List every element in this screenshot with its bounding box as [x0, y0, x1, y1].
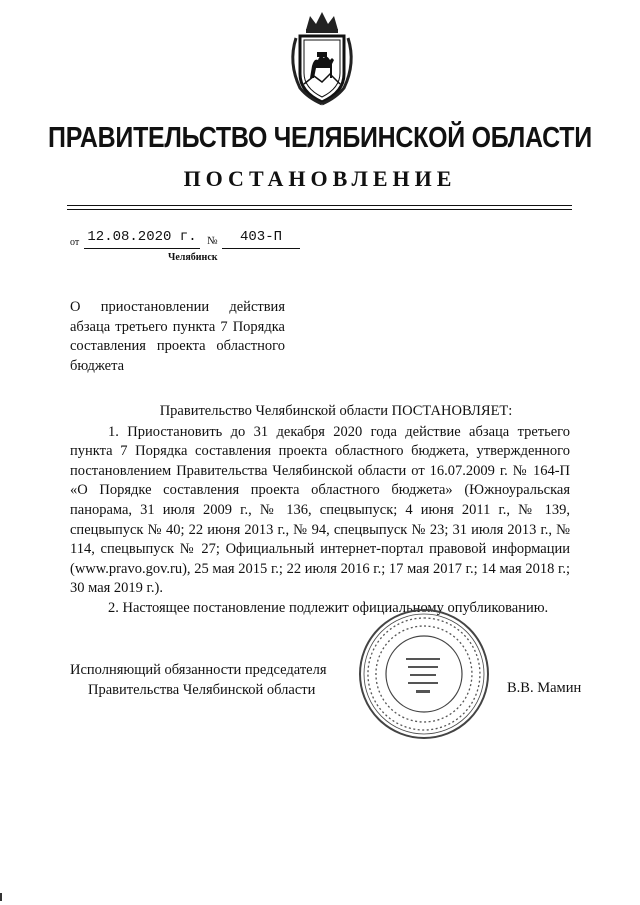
number-label: № [207, 235, 218, 247]
document-type: ПОСТАНОВЛЕНИЕ [183, 166, 457, 191]
document-number: 403-П [222, 229, 300, 249]
document-body [70, 402, 570, 619]
paragraph-1: 1. Приостановить до 31 декабря 2020 года действие абзаца третьего пункта 7 Порядка составления проекта областного бюджета, утвержденного постановлением Правительства Челябинской области от 16.07.2009 г. № 164-П «О Порядке составления проекта областного бюджета» (Южноуральская панорама, 31 июля 2009 г., № 136, спецвыпуск; 4 июня 2011 г., № 139, спецвыпуск № 40; 22 июня 2013 г., № 94, спецвыпуск № 23; 31 июля 2013 г., № 114, спецвыпуск № 27; Официальный интернет-портал правовой информации (www.pravo.gov.ru), 25 мая 2015 г.; 22 июля 2016 г.; 17 мая 2017 г.; 14 мая 2018 г.; 30 мая 2019 г.). [70, 423, 570, 597]
paragraph-2: 2. Настоящее постановление подлежит официальному опубликованию. [108, 599, 549, 616]
official-stamp [354, 604, 494, 744]
government-title: ПРАВИТЕЛЬСТВО ЧЕЛЯБИНСКОЙ ОБЛАСТИ [48, 122, 592, 154]
date-prefix-label: от [70, 237, 80, 248]
signer-position-line2: Правительства Челябинской области [88, 681, 316, 698]
document-subject: О приостановлении действия абзаца третьего пункта 7 Порядка составления проекта областного бюджета [70, 299, 285, 374]
header-rule-thin [67, 209, 572, 210]
document-date: 12.08.2020 г. [84, 229, 200, 249]
signer-position [70, 661, 340, 700]
city-label: Челябинск [168, 252, 218, 263]
signer-position-line1: Исполняющий обязанности председателя [70, 662, 327, 678]
signer-name: В.В. Мамин [507, 680, 582, 696]
coat-of-arms-emblem [286, 8, 358, 108]
scan-margin-mark [0, 893, 8, 901]
decree-line: Правительство Челябинской области ПОСТАНОВЛЯЕТ: [159, 403, 513, 419]
header-rule-thick [67, 205, 572, 206]
